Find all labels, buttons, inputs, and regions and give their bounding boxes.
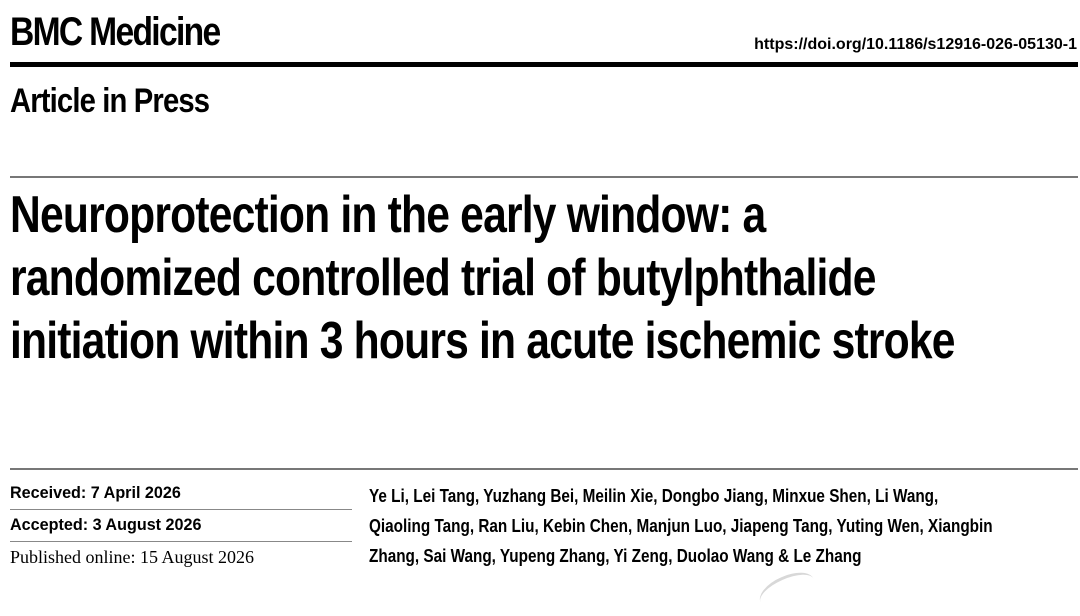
article-dates	[10, 478, 352, 574]
received-date: Received: 7 April 2026	[10, 483, 181, 502]
author-list	[369, 481, 1066, 571]
header-rule	[10, 62, 1078, 67]
article-status: Article in Press	[10, 82, 210, 120]
title-line: Neuroprotection in the early window: a	[10, 186, 766, 244]
published-date-row	[10, 542, 352, 574]
received-date-row	[10, 478, 352, 510]
author-line: Zhang, Sai Wang, Yupeng Zhang, Yi Zeng, Duolao Wang & Le Zhang	[369, 546, 862, 566]
author-line: Ye Li, Lei Tang, Yuzhang Bei, Meilin Xie, Dongbo Jiang, Minxue Shen, Li Wang,	[369, 486, 939, 506]
title-rule	[10, 176, 1078, 178]
metadata-rule	[10, 468, 1078, 470]
accepted-date-row	[10, 510, 352, 542]
published-date: Published online: 15 August 2026	[10, 547, 255, 567]
watermark-mark	[755, 565, 820, 615]
doi-link[interactable]: https://doi.org/10.1186/s12916-026-05130-1	[754, 36, 1077, 53]
accepted-date: Accepted: 3 August 2026	[10, 515, 202, 534]
author-line: Qiaoling Tang, Ran Liu, Kebin Chen, Manjun Luo, Jiapeng Tang, Yuting Wen, Xiangbin	[369, 516, 993, 536]
article-title	[10, 184, 994, 373]
title-line: randomized controlled trial of butylphthalide	[10, 249, 876, 307]
journal-name: BMC Medicine	[10, 10, 220, 54]
title-line: initiation within 3 hours in acute ischemic stroke	[10, 312, 955, 370]
